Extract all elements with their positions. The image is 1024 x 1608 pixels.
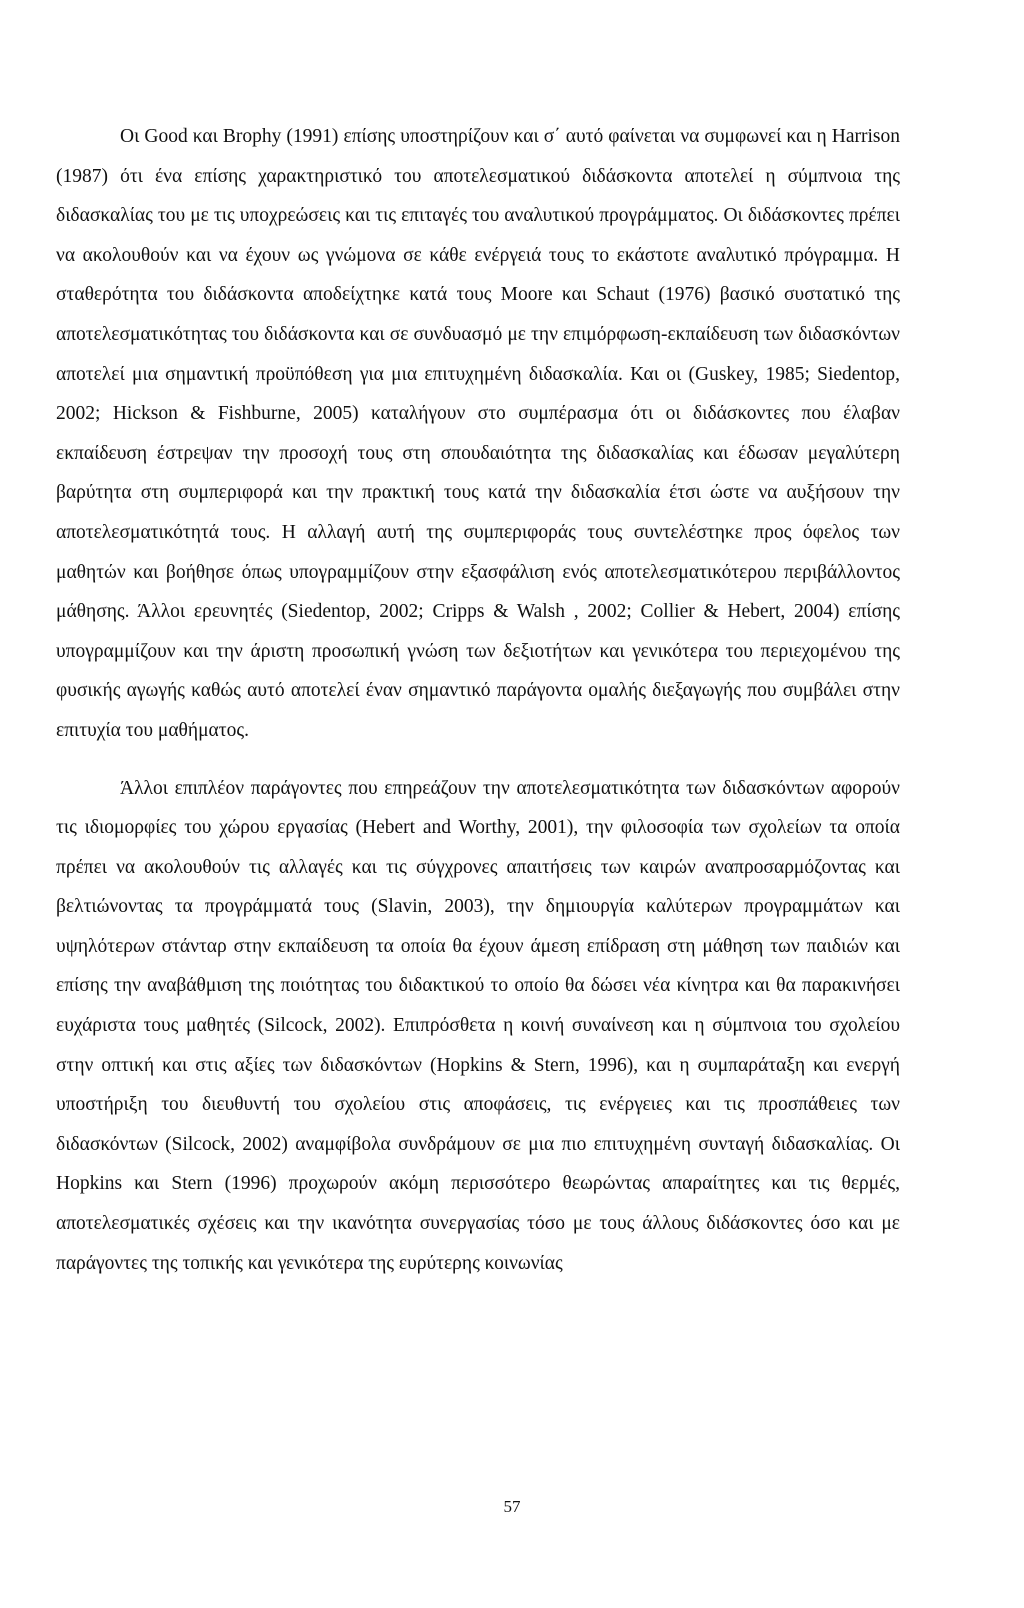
paragraph-2: Άλλοι επιπλέον παράγοντες που επηρεάζουν την αποτελεσματικότητα των διδασκόντων αφορούν τις ιδιομορφίες του χώρου εργασίας (Hebert and Worthy, 2001), την φιλοσοφία των σχολείων τα οποία πρέπει να ακολουθούν τις αλλαγές και τις σύγχρονες απαιτήσεις των καιρών αναπροσαρμόζοντας και βελτιώνοντας τα προγράμματά τους (Slavin, 2003), την δημιουργία καλύτερων προγραμμάτων και υψηλότερων στάνταρ στην εκπαίδευση τα οποία θα έχουν άμεση επίδραση στη μάθηση των παιδιών και επίσης την αναβάθμιση της ποιότητας του διδακτικού το οποίο θα δώσει νέα κίνητρα και θα παρακινήσει ευχάριστα τους μαθητές (Silcock, 2002). Επιπρόσθετα η κοινή συναίνεση και η σύμπνοια του σχολείου στην οπτική και στις αξίες των διδασκόντων (Hopkins & Stern, 1996), και η συμπαράταξη και ενεργή υποστήριξη του διευθυντή του σχολείου στις αποφάσεις, τις ενέργειες και τις προσπάθειες των διδασκόντων (Silcock, 2002) αναμφίβολα συνδράμουν σε μια πιο επιτυχημένη συνταγή διδασκαλίας. Οι Hopkins και Stern (1996) προχωρούν ακόμη περισσότερο θεωρώντας απαραίτητες και τις θερμές, αποτελεσματικές σχέσεις και την ικανότητα συνεργασίας τόσο με τους άλλους διδάσκοντες όσο και με παράγοντες της τοπικής και γενικότερα της ευρύτερης κοινωνίας <box>56 777 900 1274</box>
page-number: 57 <box>503 1497 521 1516</box>
paragraph-1: Οι Good και Brophy (1991) επίσης υποστηρίζουν και σ΄ αυτό φαίνεται να συμφωνεί και η Harrison (1987) ότι ένα επίσης χαρακτηριστικό του αποτελεσματικού διδάσκοντα αποτελεί η σύμπνοια της διδασκαλίας του με τις υποχρεώσεις και τις επιταγές του αναλυτικού προγράμματος. Οι διδάσκοντες πρέπει να ακολουθούν και να έχουν ως γνώμονα σε κάθε ενέργειά τους το εκάστοτε αναλυτικό πρόγραμμα. Η σταθερότητα του διδάσκοντα αποδείχτηκε κατά τους Moore και Schaut (1976) βασικό συστατικό της αποτελεσματικότητας του διδάσκοντα και σε συνδυασμό με την επιμόρφωση-εκπαίδευση των διδασκόντων αποτελεί μια σημαντική προϋπόθεση για μια επιτυχημένη διδασκαλία. Και οι (Guskey, 1985; Siedentop, 2002; Hickson & Fishburne, 2005) καταλήγουν στο συμπέρασμα ότι οι διδάσκοντες που έλαβαν εκπαίδευση έστρεψαν την προσοχή τους στη σπουδαιότητα της διδασκαλίας και έδωσαν μεγαλύτερη βαρύτητα στη συμπεριφορά και την πρακτική τους κατά την διδασκαλία έτσι ώστε να αυξήσουν την αποτελεσματικότητά τους. Η αλλαγή αυτή της συμπεριφοράς τους συντελέστηκε προς όφελος των μαθητών και βοήθησε όπως υπογραμμίζουν στην εξασφάλιση ενός αποτελεσματικότερου περιβάλλοντος μάθησης. Άλλοι ερευνητές (Siedentop, 2002; Cripps & Walsh , 2002; Collier & Hebert, 2004) επίσης υπογραμμίζουν και την άριστη προσωπική γνώση των δεξιοτήτων και γενικότερα του περιεχομένου της φυσικής αγωγής καθώς αυτό αποτελεί έναν σημαντικό παράγοντα ομαλής διεξαγωγής που συμβάλει στην επιτυχία του μαθήματος. <box>56 126 900 741</box>
document-body <box>56 117 900 1283</box>
